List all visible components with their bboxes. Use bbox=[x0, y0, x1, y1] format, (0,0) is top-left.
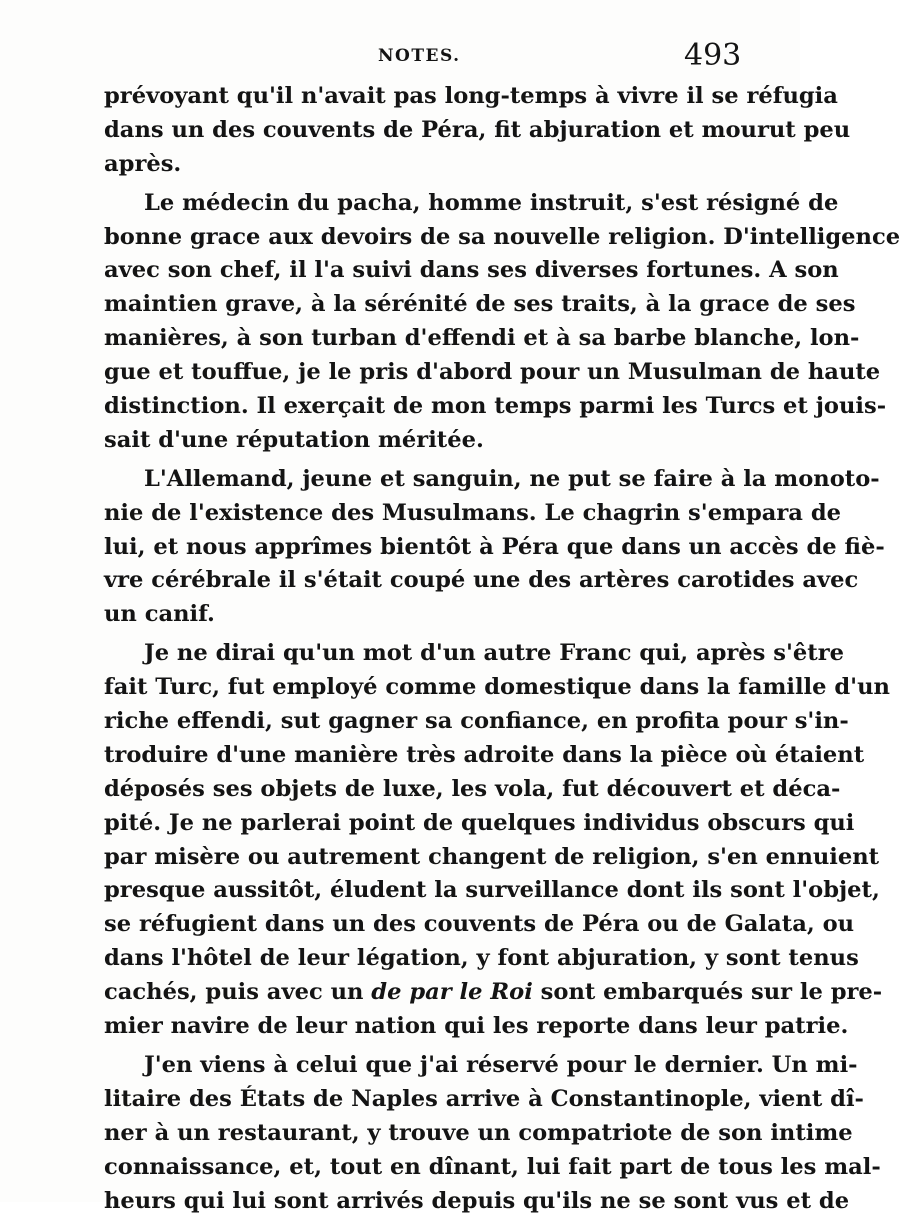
text-line: prévoyant qu'il n'avait pas long-temps à vivre il se réfugia bbox=[104, 80, 764, 114]
text-line: dans l'hôtel de leur légation, y font abjuration, y sont tenus bbox=[104, 942, 764, 976]
text-line: L'Allemand, jeune et sanguin, ne put se faire à la monoto- bbox=[104, 463, 764, 497]
text-line: Le médecin du pacha, homme instruit, s'est résigné de bbox=[104, 187, 764, 221]
text-line: lui, et nous apprîmes bientôt à Péra que dans un accès de fiè- bbox=[104, 531, 764, 565]
text-line: connaissance, et, tout en dînant, lui fait part de tous les mal- bbox=[104, 1151, 764, 1185]
text-line: J'en viens à celui que j'ai réservé pour le dernier. Un mi- bbox=[104, 1049, 764, 1083]
text-line: manières, à son turban d'effendi et à sa barbe blanche, lon- bbox=[104, 322, 764, 356]
text-line: dans un des couvents de Péra, fit abjuration et mourut peu bbox=[104, 114, 764, 148]
text-line: distinction. Il exerçait de mon temps parmi les Turcs et jouis- bbox=[104, 390, 764, 424]
text-line: vre cérébrale il s'était coupé une des artères carotides avec bbox=[104, 564, 764, 598]
text-line: cachés, puis avec un de par le Roi sont embarqués sur le pre- bbox=[104, 976, 764, 1010]
text-line: sait d'une réputation méritée. bbox=[104, 424, 764, 458]
text-line: par misère ou autrement changent de religion, s'en ennuient bbox=[104, 841, 764, 875]
paragraph bbox=[104, 187, 764, 458]
text-line: heurs qui lui sont arrivés depuis qu'ils ne se sont vus et de bbox=[104, 1185, 764, 1218]
text-line: après. bbox=[104, 148, 764, 182]
paragraph bbox=[104, 637, 764, 1044]
page-header bbox=[0, 40, 800, 80]
text-line: Je ne dirai qu'un mot d'un autre Franc qui, après s'être bbox=[104, 637, 764, 671]
text-line: fait Turc, fut employé comme domestique dans la famille d'un bbox=[104, 671, 764, 705]
paragraph bbox=[104, 463, 764, 632]
text-line: un canif. bbox=[104, 598, 764, 632]
paragraph bbox=[104, 1049, 764, 1218]
text-line: maintien grave, à la sérénité de ses traits, à la grace de ses bbox=[104, 288, 764, 322]
page-number: 493 bbox=[684, 38, 741, 73]
body-text bbox=[104, 80, 764, 1218]
text-line: mier navire de leur nation qui les reporte dans leur patrie. bbox=[104, 1010, 764, 1044]
text-line: troduire d'une manière très adroite dans la pièce où étaient bbox=[104, 739, 764, 773]
text-line: se réfugient dans un des couvents de Péra ou de Galata, ou bbox=[104, 908, 764, 942]
text-line: litaire des États de Naples arrive à Constantinople, vient dî- bbox=[104, 1083, 764, 1117]
text-line: ner à un restaurant, y trouve un compatriote de son intime bbox=[104, 1117, 764, 1151]
text-line: avec son chef, il l'a suivi dans ses diverses fortunes. A son bbox=[104, 254, 764, 288]
text-line: bonne grace aux devoirs de sa nouvelle religion. D'intelligence bbox=[104, 221, 764, 255]
text-line: nie de l'existence des Musulmans. Le chagrin s'empara de bbox=[104, 497, 764, 531]
running-head: NOTES. bbox=[378, 46, 461, 66]
text-line: pité. Je ne parlerai point de quelques individus obscurs qui bbox=[104, 807, 764, 841]
text-line: déposés ses objets de luxe, les vola, fut découvert et déca- bbox=[104, 773, 764, 807]
paragraph bbox=[104, 80, 764, 182]
text-line: gue et touffue, je le pris d'abord pour un Musulman de haute bbox=[104, 356, 764, 390]
text-line: riche effendi, sut gagner sa confiance, en profita pour s'in- bbox=[104, 705, 764, 739]
text-line: presque aussitôt, éludent la surveillance dont ils sont l'objet, bbox=[104, 874, 764, 908]
